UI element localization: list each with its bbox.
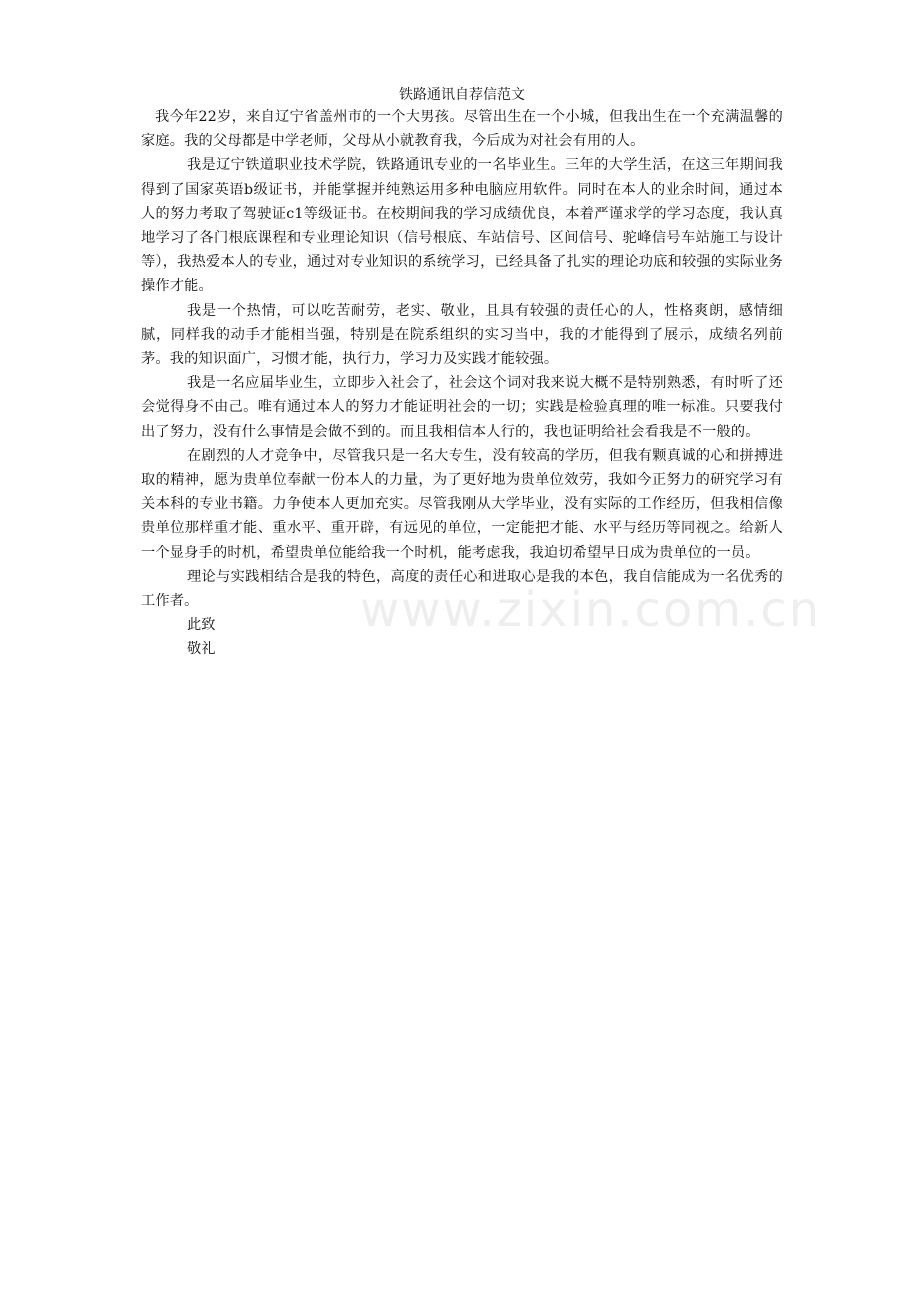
closing-salutation: 此致 (187, 617, 216, 634)
paragraph-conclusion: 理论与实践相结合是我的特色，高度的责任心和进取心是我的本色，我自信能成为一名优秀的工作者。 (141, 568, 783, 610)
document-title: 铁路通讯自荐信范文 (399, 87, 525, 103)
document-body (141, 80, 783, 662)
paragraph-graduate: 我是一名应届毕业生，立即步入社会了，社会这个词对我来说大概不是特别熟悉，有时听了还会觉得身不由己。唯有通过本人的努力才能证明社会的一切；实践是检验真理的唯一标准。只要我付出了努力，没有什么事情是会做不到的。而且我相信本人行的，我也证明给社会看我是不一般的。 (141, 375, 783, 440)
paragraph-personality: 我是一个热情，可以吃苦耐劳，老实、敬业，且具有较强的责任心的人，性格爽朗，感情细腻，同样我的动手才能相当强，特别是在院系组织的实习当中，我的才能得到了展示，成绩名列前茅。我的知识面广，习惯才能，执行力，学习力及实践才能较强。 (141, 302, 783, 368)
closing-regards: 敬礼 (187, 641, 216, 658)
paragraph-education: 我是辽宁铁道职业技术学院，铁路通讯专业的一名毕业生。三年的大学生活，在这三年期间我得到了国家英语b级证书，并能掌握并纯熟运用多种电脑应用软件。同时在本人的业余时间，通过本人的努力考取了驾驶证c1等级证书。在校期间我的学习成绩优良，本着严谨求学的学习态度，我认真地学习了各门根底课程和专业理论知识（信号根底、车站信号、区间信号、驼峰信号车站施工与设计等），我热爱本人的专业，通过对专业知识的系统学习，已经具备了扎实的理论功底和较强的实际业务操作才能。 (141, 157, 783, 295)
paragraph-intro: 我今年22岁，来自辽宁省盖州市的一个大男孩。尽管出生在一个小城，但我出生在一个充满温馨的家庭。我的父母都是中学老师，父母从小就教育我，今后成为对社会有用的人。 (141, 109, 783, 150)
paragraph-competition: 在剧烈的人才竞争中，尽管我只是一名大专生，没有较高的学历，但我有颗真诚的心和拼搏进取的精神，愿为贵单位奉献一份本人的力量，为了更好地为贵单位效劳，我如今正努力的研究学习有关本科的专业书籍。力争使本人更加充实。尽管我刚从大学毕业，没有实际的工作经历，但我相信像贵单位那样重才能、重水平、重开辟，有远见的单位，一定能把才能、水平与经历等同视之。给新人一个显身手的时机，希望贵单位能给我一个时机，能考虑我，我迫切希望早日成为贵单位的一员。 (141, 447, 783, 561)
watermark: www.zixin.com.cn (360, 582, 822, 638)
